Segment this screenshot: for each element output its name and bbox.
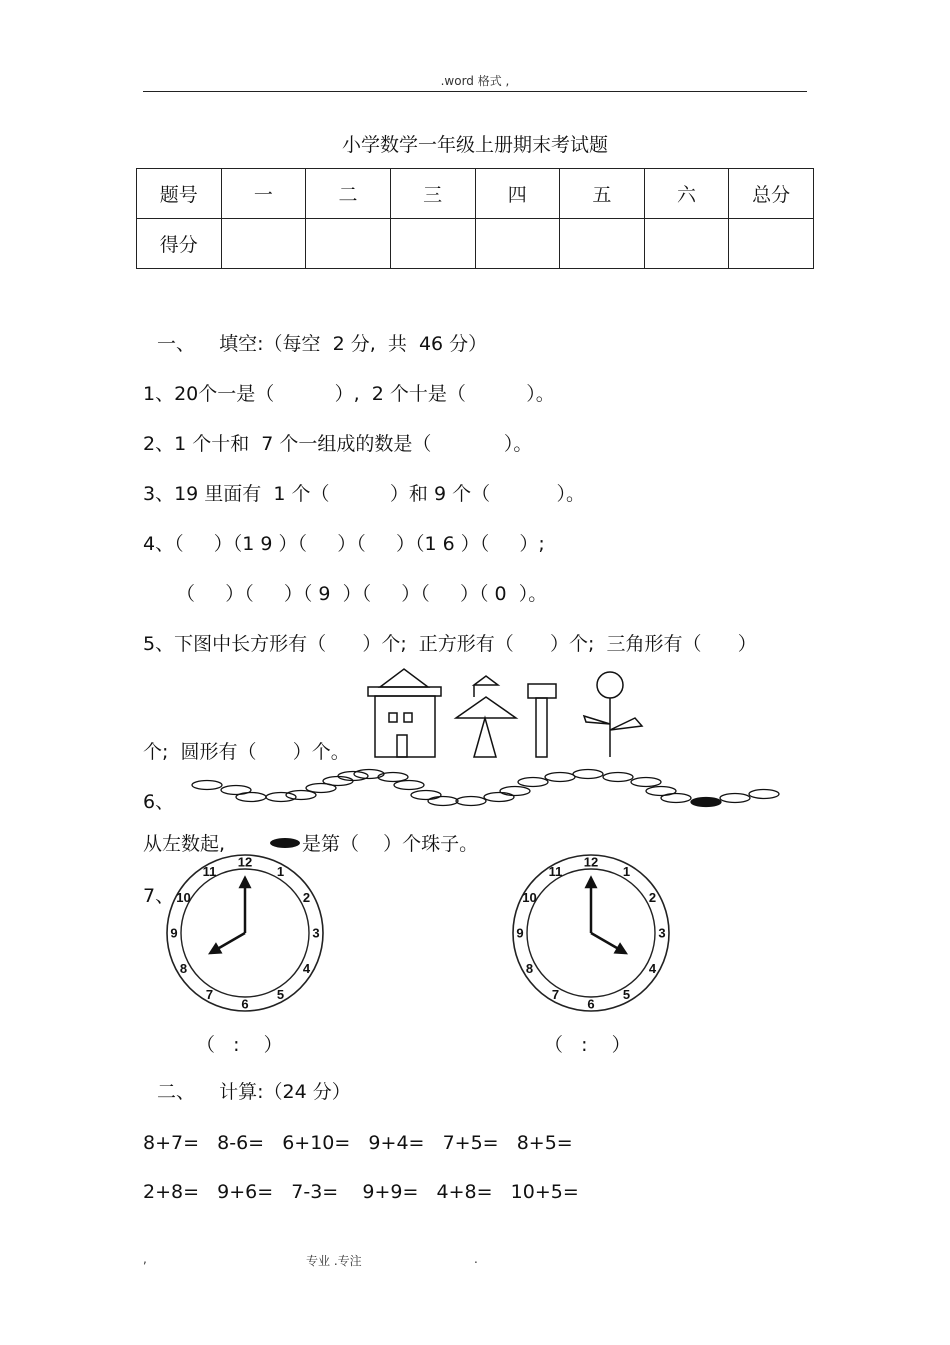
- tree-triangle-middle: [456, 697, 516, 718]
- bead: [354, 770, 384, 779]
- table-score-row: [137, 219, 814, 269]
- clock-numeral: 6: [587, 996, 595, 1012]
- page-header: .word 格式 ,: [440, 74, 510, 88]
- flower-circle: [597, 672, 623, 698]
- house-body-rect: [375, 696, 435, 757]
- clock-numeral: 1: [622, 864, 631, 879]
- clock-numeral: 8: [525, 961, 534, 976]
- table-cell: 三: [390, 169, 475, 219]
- house-roof-triangle: [380, 669, 428, 687]
- table-cell: 题号: [137, 169, 222, 219]
- question-4-row2: （ ）（ ）（ 9 ）（ ）（ ）（ 0 ）。: [176, 583, 548, 605]
- score-cell[interactable]: [221, 219, 306, 269]
- hour-hand-arrowhead: [210, 945, 220, 953]
- calc-row-2: 2+8= 9+6= 7-3= 9+9= 4+8= 10+5=: [143, 1181, 579, 1203]
- section2-heading: 二、 计算:（24 分）: [157, 1081, 351, 1103]
- bead: [603, 773, 633, 782]
- section1-heading: 一、 填空:（每空 2 分, 共 46 分）: [157, 333, 488, 355]
- clock-numeral: 3: [312, 925, 320, 941]
- clock-numeral: 12: [237, 854, 253, 870]
- clock-answer-blank[interactable]: （ : ）: [196, 1034, 283, 1056]
- table-cell: 得分: [137, 219, 222, 269]
- clock-numeral: 10: [522, 890, 537, 905]
- question-5-line1: 5、下图中长方形有（ ）个; 正方形有（ ）个; 三角形有（ ）: [143, 633, 757, 655]
- clock-4-oclock: [511, 853, 671, 1013]
- flower-leaf-right: [610, 718, 642, 730]
- bead: [749, 790, 779, 799]
- clock-numeral: 2: [302, 890, 311, 905]
- door-rect: [397, 735, 407, 757]
- question-5-line2: 个; 圆形有（ ）个。: [143, 741, 350, 763]
- table-cell: 总分: [729, 169, 814, 219]
- score-cell[interactable]: [306, 219, 391, 269]
- question-2: 2、1 个十和 7 个一组成的数是（ ）。: [143, 433, 533, 455]
- bead: [323, 777, 353, 786]
- footer-right: .: [474, 1252, 478, 1266]
- footer-left: ,: [143, 1252, 147, 1266]
- bead: [456, 797, 486, 806]
- page-title: 小学数学一年级上册期末考试题: [341, 134, 608, 156]
- question-6-text-start: 从左数起,: [143, 833, 226, 855]
- score-cell[interactable]: [475, 219, 560, 269]
- bead: [631, 778, 661, 787]
- clock-numeral: 1: [276, 864, 285, 879]
- question-6-number: 6、: [143, 791, 175, 813]
- house-eave-rect: [368, 687, 441, 696]
- table-cell: 六: [644, 169, 729, 219]
- clock-numeral: 8: [179, 961, 188, 976]
- bead: [545, 773, 575, 782]
- beads-figure: [188, 762, 783, 812]
- shapes-figure: [360, 668, 650, 768]
- score-cell[interactable]: [729, 219, 814, 269]
- bead: [720, 794, 750, 803]
- question-6-text-end: 是第（ ）个珠子。: [302, 833, 479, 855]
- table-cell: 二: [306, 169, 391, 219]
- window-square: [404, 713, 412, 722]
- clock-numeral: 12: [583, 854, 599, 870]
- score-table: [136, 168, 814, 269]
- sign-rect: [528, 684, 556, 698]
- black-bead-icon: [268, 836, 302, 850]
- question-4-row1: 4、（ ）（1 9 ）（ ）（ ）（1 6 ）（ ）;: [143, 533, 545, 555]
- score-cell[interactable]: [390, 219, 475, 269]
- black-bead: [691, 798, 721, 807]
- bead: [484, 793, 514, 802]
- clock-numeral: 9: [516, 925, 524, 941]
- flower-leaf-left: [584, 716, 610, 724]
- bead: [266, 793, 296, 802]
- clock-numeral: 5: [276, 987, 285, 1002]
- window-square: [389, 713, 397, 722]
- bead: [192, 781, 222, 790]
- clock-numeral: 11: [202, 864, 217, 879]
- bead: [661, 794, 691, 803]
- bead: [500, 787, 530, 796]
- clock-numeral: 10: [176, 890, 191, 905]
- clock-numeral: 4: [648, 961, 657, 976]
- sign-post-rect: [536, 698, 547, 757]
- score-cell[interactable]: [560, 219, 645, 269]
- tree-triangle-bottom: [474, 718, 496, 757]
- minute-hand-arrowhead: [587, 878, 596, 887]
- bead: [428, 797, 458, 806]
- score-cell[interactable]: [644, 219, 729, 269]
- clock-numeral: 7: [205, 987, 214, 1002]
- bead: [236, 793, 266, 802]
- clock-numeral: 11: [548, 864, 563, 879]
- clock-numeral: 6: [241, 996, 249, 1012]
- question-7-number: 7、: [143, 885, 175, 907]
- bead: [338, 772, 368, 781]
- question-3: 3、19 里面有 1 个（ ）和 9 个（ ）。: [143, 483, 586, 505]
- tree-triangle-top: [474, 676, 498, 685]
- hour-hand-arrowhead: [616, 945, 626, 953]
- clock-numeral: 3: [658, 925, 666, 941]
- question-1: 1、20个一是（ ）, 2 个十是（ ）。: [143, 383, 555, 405]
- clock-numeral: 9: [170, 925, 178, 941]
- bead: [394, 781, 424, 790]
- bead: [411, 791, 441, 800]
- clock-numeral: 2: [648, 890, 657, 905]
- table-cell: 四: [475, 169, 560, 219]
- table-cell: 一: [221, 169, 306, 219]
- clock-numeral: 7: [551, 987, 560, 1002]
- minute-hand-arrowhead: [241, 878, 250, 887]
- table-header-row: [137, 169, 814, 219]
- clock-numeral: 4: [302, 961, 311, 976]
- table-cell: 五: [560, 169, 645, 219]
- clock-8-oclock: [165, 853, 325, 1013]
- header-divider: [143, 91, 807, 92]
- calc-row-1: 8+7= 8-6= 6+10= 9+4= 7+5= 8+5=: [143, 1132, 573, 1154]
- clock-answer-blank[interactable]: （ : ）: [544, 1034, 631, 1056]
- bead: [573, 770, 603, 779]
- footer-center: 专业 .专注: [306, 1254, 362, 1268]
- bead: [518, 778, 548, 787]
- clock-numeral: 5: [622, 987, 631, 1002]
